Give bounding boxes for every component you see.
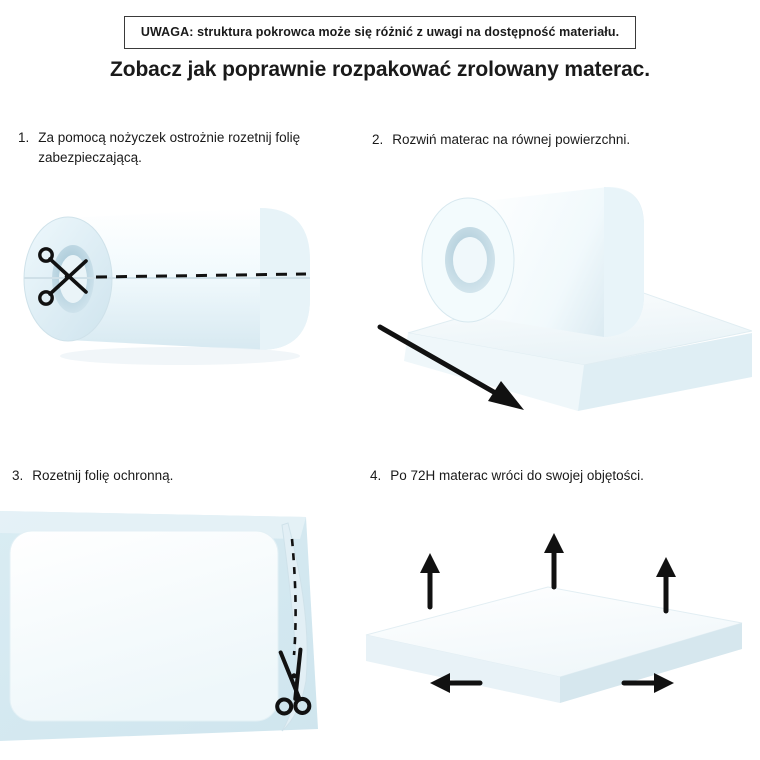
step-3-caption — [12, 466, 332, 486]
roll-shadow — [60, 347, 300, 365]
mattress-roll-core-inner-2 — [453, 237, 487, 283]
arrow-up-right-icon — [656, 557, 676, 611]
step-2-text: Rozwiń materac na równej powierzchni. — [392, 132, 631, 147]
step-4-number: 4. — [370, 468, 382, 483]
mattress-body — [10, 531, 278, 721]
step-4-caption — [370, 466, 730, 486]
step-4-figure — [352, 525, 752, 745]
page-title: Zobacz jak poprawnie rozpakować zrolowany materac. — [110, 58, 650, 81]
step-3-text: Rozetnij folię ochronną. — [32, 468, 174, 483]
step-3-figure — [0, 505, 336, 755]
step-2-caption — [372, 130, 712, 150]
mattress-expanding-illustration — [352, 525, 752, 745]
rolled-mattress-illustration — [10, 178, 330, 398]
mattress-roll-right-end-2 — [604, 187, 644, 337]
arrow-up-left-icon — [420, 553, 440, 607]
mattress-in-film-illustration — [0, 505, 336, 755]
step-1-text: Za pomocą nożyczek ostrożnie rozetnij folię zabezpieczającą. — [38, 130, 301, 165]
unrolling-mattress-illustration — [348, 165, 752, 430]
arrow-up-icon — [544, 533, 564, 587]
notice-banner-wrapper — [0, 16, 760, 49]
step-2-figure — [348, 165, 752, 430]
step-1-figure — [10, 178, 330, 398]
step-1-number: 1. — [18, 130, 30, 145]
step-3-number: 3. — [12, 468, 24, 483]
step-4-text: Po 72H materac wróci do swojej objętości. — [390, 468, 644, 483]
step-2-number: 2. — [372, 132, 384, 147]
notice-banner: UWAGA: struktura pokrowca może się różnić z uwagi na dostępność materiału. — [124, 16, 636, 49]
step-1-caption — [18, 128, 318, 167]
